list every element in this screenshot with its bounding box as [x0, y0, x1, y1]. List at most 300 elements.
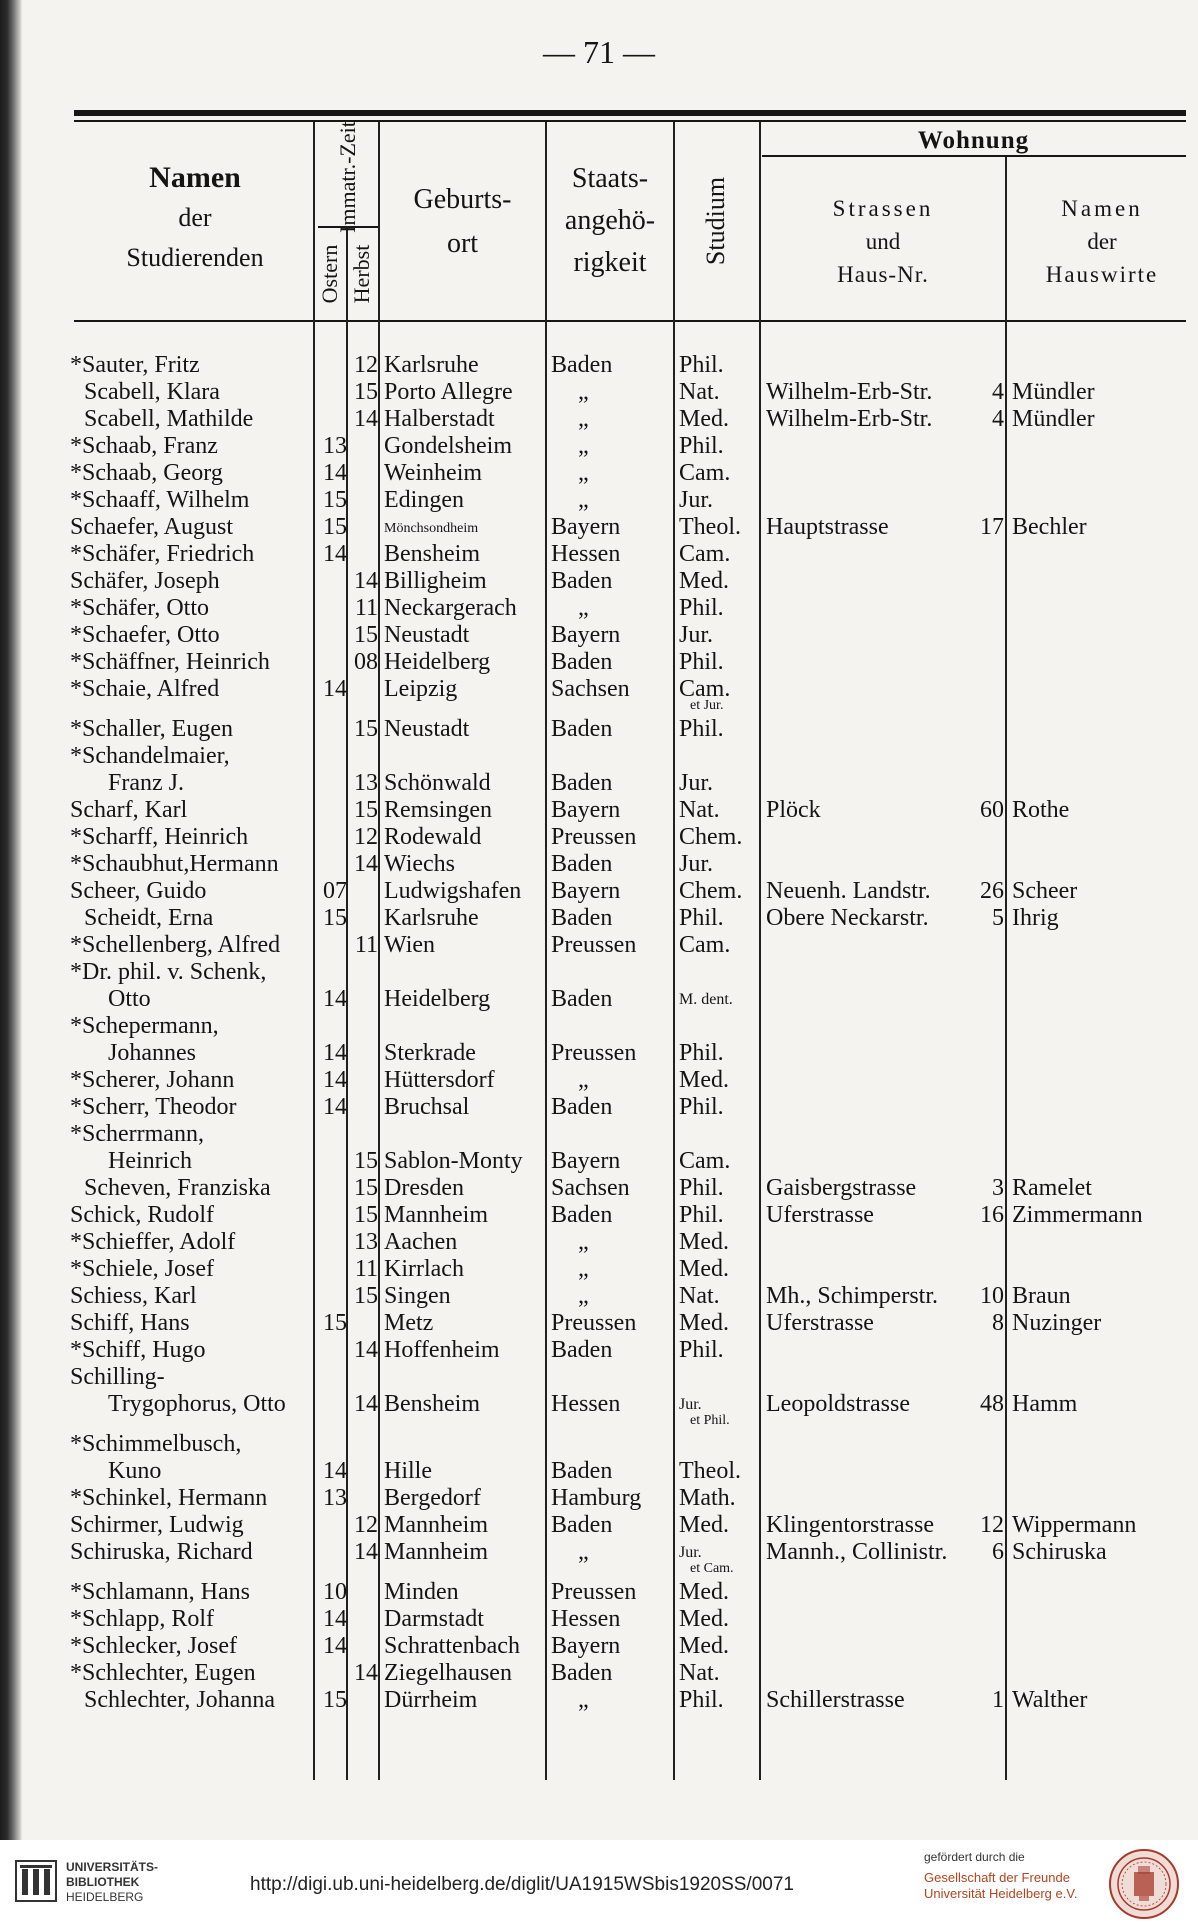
- house-number: 4: [992, 406, 1004, 432]
- immatr-herbst: 15: [354, 1202, 378, 1228]
- birthplace: Singen: [384, 1283, 451, 1309]
- study-subject-sub: et Phil.: [690, 1413, 730, 1428]
- house-number: 8: [992, 1310, 1004, 1336]
- study-subject: Phil.: [679, 595, 724, 621]
- nationality: „: [578, 379, 589, 405]
- student-name: *Schiele, Josef: [70, 1256, 214, 1282]
- landlord: Mündler: [1012, 406, 1095, 432]
- student-name: Scheer, Guido: [70, 878, 207, 904]
- nationality: „: [578, 1687, 589, 1713]
- student-name: *Scharff, Heinrich: [70, 824, 249, 850]
- house-number: 4: [992, 379, 1004, 405]
- nationality: Baden: [551, 1094, 613, 1120]
- study-subject: Med.: [679, 1256, 729, 1282]
- study-subject: Phil.: [679, 433, 724, 459]
- landlord: Walther: [1012, 1687, 1088, 1713]
- student-name: *Sauter, Fritz: [70, 352, 200, 378]
- student-name: *Schandelmaier,: [70, 743, 230, 769]
- study-subject: Phil.: [679, 716, 724, 742]
- street: Uferstrasse: [766, 1202, 874, 1228]
- birthplace: Bruchsal: [384, 1094, 470, 1120]
- birthplace: Aachen: [384, 1229, 458, 1255]
- nationality: „: [578, 406, 589, 432]
- birthplace: Dresden: [384, 1175, 464, 1201]
- nationality: Baden: [551, 1512, 613, 1538]
- study-subject: Med.: [679, 1633, 729, 1659]
- birthplace: Mannheim: [384, 1202, 488, 1228]
- immatr-herbst: 11: [354, 1256, 378, 1282]
- study-subject: Cam.: [679, 541, 731, 567]
- nationality: Sachsen: [551, 676, 630, 702]
- nationality: Baden: [551, 1660, 613, 1686]
- header-hauswirte-l1: Namen: [1061, 196, 1143, 221]
- student-name: Scabell, Mathilde: [84, 406, 254, 432]
- header-studium: Studium: [701, 176, 730, 266]
- col-rule-5: [673, 122, 675, 1780]
- student-name: *Schlechter, Eugen: [70, 1660, 256, 1686]
- student-name: *Scherr, Theodor: [70, 1094, 237, 1120]
- study-subject: Phil.: [679, 649, 724, 675]
- student-name: *Schieffer, Adolf: [70, 1229, 236, 1255]
- study-subject: Med.: [679, 1067, 729, 1093]
- nationality: Bayern: [551, 1633, 621, 1659]
- student-name: *Scherrmann,: [70, 1121, 204, 1147]
- immatr-herbst: 15: [354, 716, 378, 742]
- library-name: [66, 1860, 158, 1905]
- immatr-herbst: 12: [354, 1512, 378, 1538]
- col-rule-4: [545, 122, 547, 1780]
- library-name-l1: UNIVERSITÄTS-: [66, 1860, 159, 1874]
- student-name: *Schlapp, Rolf: [70, 1606, 214, 1632]
- immatr-ostern: 15: [323, 487, 347, 513]
- nationality: Baden: [551, 851, 613, 877]
- immatr-herbst: 15: [354, 1148, 378, 1174]
- nationality: Baden: [551, 986, 613, 1012]
- study-subject: Jur.: [679, 622, 714, 648]
- birthplace: Wiechs: [384, 851, 456, 877]
- header-immatr-zeit: Immatr.-Zeit: [335, 121, 360, 233]
- header-names-l2: der: [178, 203, 212, 232]
- student-name: *Schepermann,: [70, 1013, 219, 1039]
- student-name: Schiruska, Richard: [70, 1539, 253, 1565]
- birthplace: Edingen: [384, 487, 464, 513]
- immatr-herbst: 11: [354, 595, 378, 621]
- birthplace: Dürrheim: [384, 1687, 478, 1713]
- study-subject-sub: et Cam.: [690, 1561, 734, 1576]
- street: Uferstrasse: [766, 1310, 874, 1336]
- immatr-herbst: 14: [354, 568, 378, 594]
- student-name: Scheidt, Erna: [84, 905, 214, 931]
- student-name: *Schellenberg, Alfred: [70, 932, 281, 958]
- immatr-ostern: 13: [323, 433, 347, 459]
- sponsor-name: [924, 1870, 1077, 1902]
- library-name-l3: HEIDELBERG: [66, 1890, 144, 1904]
- landlord: Hamm: [1012, 1391, 1078, 1417]
- header-ostern: Ostern: [317, 244, 342, 304]
- immatr-herbst: 15: [354, 1283, 378, 1309]
- nationality: Bayern: [551, 1148, 621, 1174]
- col-rule-6: [759, 122, 761, 1780]
- birthplace: Sablon-Monty: [384, 1148, 523, 1174]
- header-wohnung: Wohnung: [917, 127, 1030, 154]
- header-names-l1: Namen: [149, 161, 241, 194]
- study-subject: Jur.: [679, 770, 714, 796]
- street: Obere Neckarstr.: [766, 905, 929, 931]
- nationality: „: [578, 1067, 589, 1093]
- nationality: „: [578, 1229, 589, 1255]
- header-strassen-l2: und: [865, 229, 901, 254]
- nationality: „: [578, 460, 589, 486]
- student-name: Schiff, Hans: [70, 1310, 190, 1336]
- nationality: Baden: [551, 1337, 613, 1363]
- study-subject: Cam.: [679, 1148, 731, 1174]
- birthplace: Gondelsheim: [384, 433, 512, 459]
- study-subject: Med.: [679, 1606, 729, 1632]
- study-subject: Phil.: [679, 1202, 724, 1228]
- immatr-ostern: 14: [323, 460, 347, 486]
- street: Klingentorstrasse: [766, 1512, 934, 1538]
- nationality: Preussen: [551, 932, 637, 958]
- student-name: Schiess, Karl: [70, 1283, 197, 1309]
- landlord: Braun: [1012, 1283, 1071, 1309]
- birthplace: Minden: [384, 1579, 459, 1605]
- nationality: „: [578, 487, 589, 513]
- immatr-ostern: 15: [323, 905, 347, 931]
- col-rule-7: [1005, 157, 1007, 1780]
- house-number: 10: [980, 1283, 1004, 1309]
- house-number: 17: [980, 514, 1004, 540]
- immatr-herbst: 13: [354, 1229, 378, 1255]
- student-name: *Schinkel, Hermann: [70, 1485, 268, 1511]
- immatr-ostern: 15: [323, 1687, 347, 1713]
- street: Wilhelm-Erb-Str.: [766, 379, 933, 405]
- study-subject: Phil.: [679, 1094, 724, 1120]
- header-herbst: Herbst: [349, 244, 374, 304]
- nationality: Baden: [551, 770, 613, 796]
- nationality: Baden: [551, 905, 613, 931]
- library-logo-icon: [14, 1859, 58, 1903]
- immatr-ostern: 10: [323, 1579, 347, 1605]
- nationality: Preussen: [551, 1310, 637, 1336]
- landlord: Zimmermann: [1012, 1202, 1143, 1228]
- student-name: *Schaaff, Wilhelm: [70, 487, 250, 513]
- immatr-herbst: 08: [354, 649, 378, 675]
- birthplace: Darmstadt: [384, 1606, 484, 1632]
- study-subject: Med.: [679, 1229, 729, 1255]
- header-hauswirte-l2: der: [1087, 229, 1117, 254]
- birthplace: Heidelberg: [384, 649, 491, 675]
- house-number: 60: [980, 797, 1004, 823]
- nationality: „: [578, 595, 589, 621]
- nationality: Preussen: [551, 1040, 637, 1066]
- header-staats-l2: angehö-: [564, 205, 656, 236]
- nationality: Bayern: [551, 797, 621, 823]
- study-subject: Cam.: [679, 676, 731, 702]
- immatr-ostern: 07: [323, 878, 347, 904]
- landlord: Bechler: [1012, 514, 1087, 540]
- birthplace: Hille: [384, 1458, 432, 1484]
- street: Wilhelm-Erb-Str.: [766, 406, 933, 432]
- immatr-ostern: 14: [323, 1458, 347, 1484]
- birthplace: Neustadt: [384, 622, 470, 648]
- immatr-ostern: 14: [323, 1094, 347, 1120]
- immatr-herbst: 14: [354, 1337, 378, 1363]
- header-staats-l3: rigkeit: [573, 247, 647, 278]
- immatr-herbst: 15: [354, 622, 378, 648]
- student-name: *Schlamann, Hans: [70, 1579, 250, 1605]
- student-name: Schick, Rudolf: [70, 1202, 214, 1228]
- nationality: Baden: [551, 716, 613, 742]
- nationality: Preussen: [551, 1579, 637, 1605]
- study-subject: Theol.: [679, 1458, 741, 1484]
- sponsor-name-l2: Universität Heidelberg e.V.: [924, 1886, 1078, 1901]
- student-name: Franz J.: [108, 770, 184, 796]
- study-subject-sub: et Jur.: [690, 698, 724, 713]
- immatr-ostern: 14: [323, 676, 347, 702]
- study-subject: Phil.: [679, 352, 724, 378]
- header-names: [80, 158, 310, 278]
- study-subject: Jur.: [679, 1544, 702, 1561]
- study-subject: Nat.: [679, 1283, 720, 1309]
- house-number: 16: [980, 1202, 1004, 1228]
- nationality: Hessen: [551, 541, 621, 567]
- nationality: Bayern: [551, 878, 621, 904]
- student-name: *Schaefer, Otto: [70, 622, 220, 648]
- study-subject: Nat.: [679, 1660, 720, 1686]
- study-subject: Phil.: [679, 1175, 724, 1201]
- nationality: Bayern: [551, 514, 621, 540]
- study-subject: Cam.: [679, 460, 731, 486]
- nationality: Bayern: [551, 622, 621, 648]
- student-name: Schirmer, Ludwig: [70, 1512, 244, 1538]
- birthplace: Karlsruhe: [384, 905, 479, 931]
- student-name: *Schäfer, Friedrich: [70, 541, 255, 567]
- birthplace: Wien: [384, 932, 436, 958]
- birthplace: Kirrlach: [384, 1256, 464, 1282]
- study-subject: Chem.: [679, 878, 743, 904]
- study-subject: Math.: [679, 1485, 736, 1511]
- student-name: *Schaller, Eugen: [70, 716, 233, 742]
- nationality: Preussen: [551, 824, 637, 850]
- study-subject: Med.: [679, 568, 729, 594]
- header-geburtsort: [380, 178, 545, 266]
- student-name: Kuno: [108, 1458, 162, 1484]
- birthplace: Ziegelhausen: [384, 1660, 512, 1686]
- study-subject: Jur.: [679, 1396, 702, 1413]
- immatr-herbst: 14: [354, 1391, 378, 1417]
- birthplace: Hoffenheim: [384, 1337, 500, 1363]
- study-subject: Theol.: [679, 514, 741, 540]
- landlord: Scheer: [1012, 878, 1078, 904]
- student-name: Scabell, Klara: [84, 379, 220, 405]
- student-name: Schlechter, Johanna: [84, 1687, 275, 1713]
- study-subject: Jur.: [679, 487, 714, 513]
- birthplace: Mannheim: [384, 1539, 488, 1565]
- nationality: „: [578, 1283, 589, 1309]
- student-name: Scheven, Franziska: [84, 1175, 271, 1201]
- birthplace: Schrattenbach: [384, 1633, 520, 1659]
- col-rule-1: [313, 122, 315, 1780]
- nationality: Baden: [551, 352, 613, 378]
- birthplace: Ludwigshafen: [384, 878, 522, 904]
- immatr-ostern: 13: [323, 1485, 347, 1511]
- student-name: Scharf, Karl: [70, 797, 188, 823]
- nationality: Baden: [551, 568, 613, 594]
- birthplace: Mönchsondheim: [384, 521, 479, 536]
- birthplace: Neustadt: [384, 716, 470, 742]
- student-name: Otto: [108, 986, 151, 1012]
- immatr-ostern: 15: [323, 514, 347, 540]
- student-name: *Schäfer, Otto: [70, 595, 209, 621]
- street: Neuenh. Landstr.: [766, 878, 931, 904]
- study-subject: Med.: [679, 1310, 729, 1336]
- nationality: Baden: [551, 1458, 613, 1484]
- student-name: Johannes: [108, 1040, 196, 1066]
- immatr-ostern: 14: [323, 1067, 347, 1093]
- birthplace: Bensheim: [384, 541, 480, 567]
- street: Schillerstrasse: [766, 1687, 905, 1713]
- immatr-herbst: 15: [354, 379, 378, 405]
- top-rule-thin: [74, 120, 1186, 122]
- header-geburtsort-l1: Geburts-: [413, 184, 512, 215]
- house-number: 26: [980, 878, 1004, 904]
- nationality: „: [578, 1539, 589, 1565]
- birthplace: Mannheim: [384, 1512, 488, 1538]
- house-number: 48: [980, 1391, 1004, 1417]
- student-name: *Schaab, Georg: [70, 460, 223, 486]
- study-subject: Phil.: [679, 1337, 724, 1363]
- landlord: Rothe: [1012, 797, 1070, 823]
- birthplace: Rodewald: [384, 824, 482, 850]
- study-subject: Cam.: [679, 932, 731, 958]
- top-rule-thick: [74, 110, 1186, 116]
- nationality: Hessen: [551, 1391, 621, 1417]
- house-number: 6: [992, 1539, 1004, 1565]
- student-name: Trygophorus, Otto: [108, 1391, 286, 1417]
- student-name: Heinrich: [108, 1148, 192, 1174]
- source-url[interactable]: http://digi.ub.uni-heidelberg.de/diglit/UA1915WSbis1920SS/0071: [250, 1874, 794, 1895]
- birthplace: Schönwald: [384, 770, 491, 796]
- street: Leopoldstrasse: [766, 1391, 910, 1417]
- birthplace: Neckargerach: [384, 595, 517, 621]
- immatr-herbst: 14: [354, 851, 378, 877]
- immatr-ostern: 14: [323, 986, 347, 1012]
- study-subject: Phil.: [679, 905, 724, 931]
- col-rule-3: [378, 122, 380, 1780]
- immatr-herbst: 14: [354, 406, 378, 432]
- immatr-herbst: 14: [354, 1660, 378, 1686]
- study-subject: Nat.: [679, 379, 720, 405]
- birthplace: Halberstadt: [384, 406, 495, 432]
- house-number: 12: [980, 1512, 1004, 1538]
- student-name: *Dr. phil. v. Schenk,: [70, 959, 267, 985]
- student-name: Schilling-: [70, 1364, 165, 1390]
- nationality: Baden: [551, 1202, 613, 1228]
- header-strassen-l1: Strassen: [832, 196, 934, 221]
- immatr-herbst: 15: [354, 797, 378, 823]
- nationality: Sachsen: [551, 1175, 630, 1201]
- nationality: „: [578, 433, 589, 459]
- immatr-ostern: 14: [323, 1633, 347, 1659]
- student-name: Schäfer, Joseph: [70, 568, 220, 594]
- street: Hauptstrasse: [766, 514, 889, 540]
- study-subject: Phil.: [679, 1040, 724, 1066]
- immatr-herbst: 15: [354, 1175, 378, 1201]
- immatr-ostern: 14: [323, 541, 347, 567]
- landlord: Nuzinger: [1012, 1310, 1102, 1336]
- immatr-herbst: 13: [354, 770, 378, 796]
- birthplace: Porto Allegre: [384, 379, 513, 405]
- study-subject: Chem.: [679, 824, 743, 850]
- sponsor-name-l1: Gesellschaft der Freunde: [924, 1870, 1070, 1885]
- birthplace: Metz: [384, 1310, 434, 1336]
- birthplace: Heidelberg: [384, 986, 491, 1012]
- student-name: Schaefer, August: [70, 514, 233, 540]
- page-number: — 71 —: [543, 34, 655, 70]
- landlord: Ramelet: [1012, 1175, 1092, 1201]
- study-subject: Med.: [679, 1512, 729, 1538]
- immatr-herbst: 12: [354, 352, 378, 378]
- header-staats-l1: Staats-: [571, 163, 649, 194]
- birthplace: Weinheim: [384, 460, 483, 486]
- landlord: Wippermann: [1012, 1512, 1137, 1538]
- library-name-l2: BIBLIOTHEK: [66, 1875, 140, 1889]
- birthplace: Karlsruhe: [384, 352, 479, 378]
- header-strassen-l3: Haus-Nr.: [837, 262, 929, 287]
- immatr-ostern: 14: [323, 1606, 347, 1632]
- immatr-ostern: 14: [323, 1040, 347, 1066]
- landlord: Ihrig: [1012, 905, 1059, 931]
- student-name: *Schimmelbusch,: [70, 1431, 242, 1457]
- student-name: *Schiff, Hugo: [70, 1337, 206, 1363]
- student-name: *Schaie, Alfred: [70, 676, 220, 702]
- study-subject: Phil.: [679, 1687, 724, 1713]
- sponsor-intro: gefördert durch die: [924, 1850, 1025, 1864]
- immatr-herbst: 11: [354, 932, 378, 958]
- nationality: Hessen: [551, 1606, 621, 1632]
- house-number: 5: [992, 905, 1004, 931]
- birthplace: Remsingen: [384, 797, 492, 823]
- header-strassen: [761, 192, 1005, 291]
- header-names-l3: Studierenden: [126, 243, 264, 272]
- study-subject: Jur.: [679, 851, 714, 877]
- nationality: „: [578, 1256, 589, 1282]
- study-subject: M. dent.: [679, 991, 733, 1008]
- study-subject: Med.: [679, 1579, 729, 1605]
- immatr-herbst: 14: [354, 1539, 378, 1565]
- street: Mannh., Collinistr.: [766, 1539, 948, 1565]
- landlord: Mündler: [1012, 379, 1095, 405]
- student-name: *Scherer, Johann: [70, 1067, 235, 1093]
- birthplace: Bergedorf: [384, 1485, 481, 1511]
- page-binding-edge: [0, 0, 22, 1840]
- study-subject: Med.: [679, 406, 729, 432]
- header-bottom-rule: [74, 320, 1186, 322]
- header-hauswirte: [1007, 192, 1197, 291]
- footer-bar: [0, 1840, 1198, 1926]
- study-subject: Nat.: [679, 797, 720, 823]
- street: Mh., Schimperstr.: [766, 1283, 938, 1309]
- student-name: *Schaab, Franz: [70, 433, 218, 459]
- student-name: *Schaubhut,Hermann: [70, 851, 279, 877]
- birthplace: Leipzig: [384, 676, 458, 702]
- birthplace: Billigheim: [384, 568, 487, 594]
- landlord: Schiruska: [1012, 1539, 1107, 1565]
- birthplace: Hüttersdorf: [384, 1067, 495, 1093]
- house-number: 1: [992, 1687, 1004, 1713]
- house-number: 3: [992, 1175, 1004, 1201]
- birthplace: Bensheim: [384, 1391, 480, 1417]
